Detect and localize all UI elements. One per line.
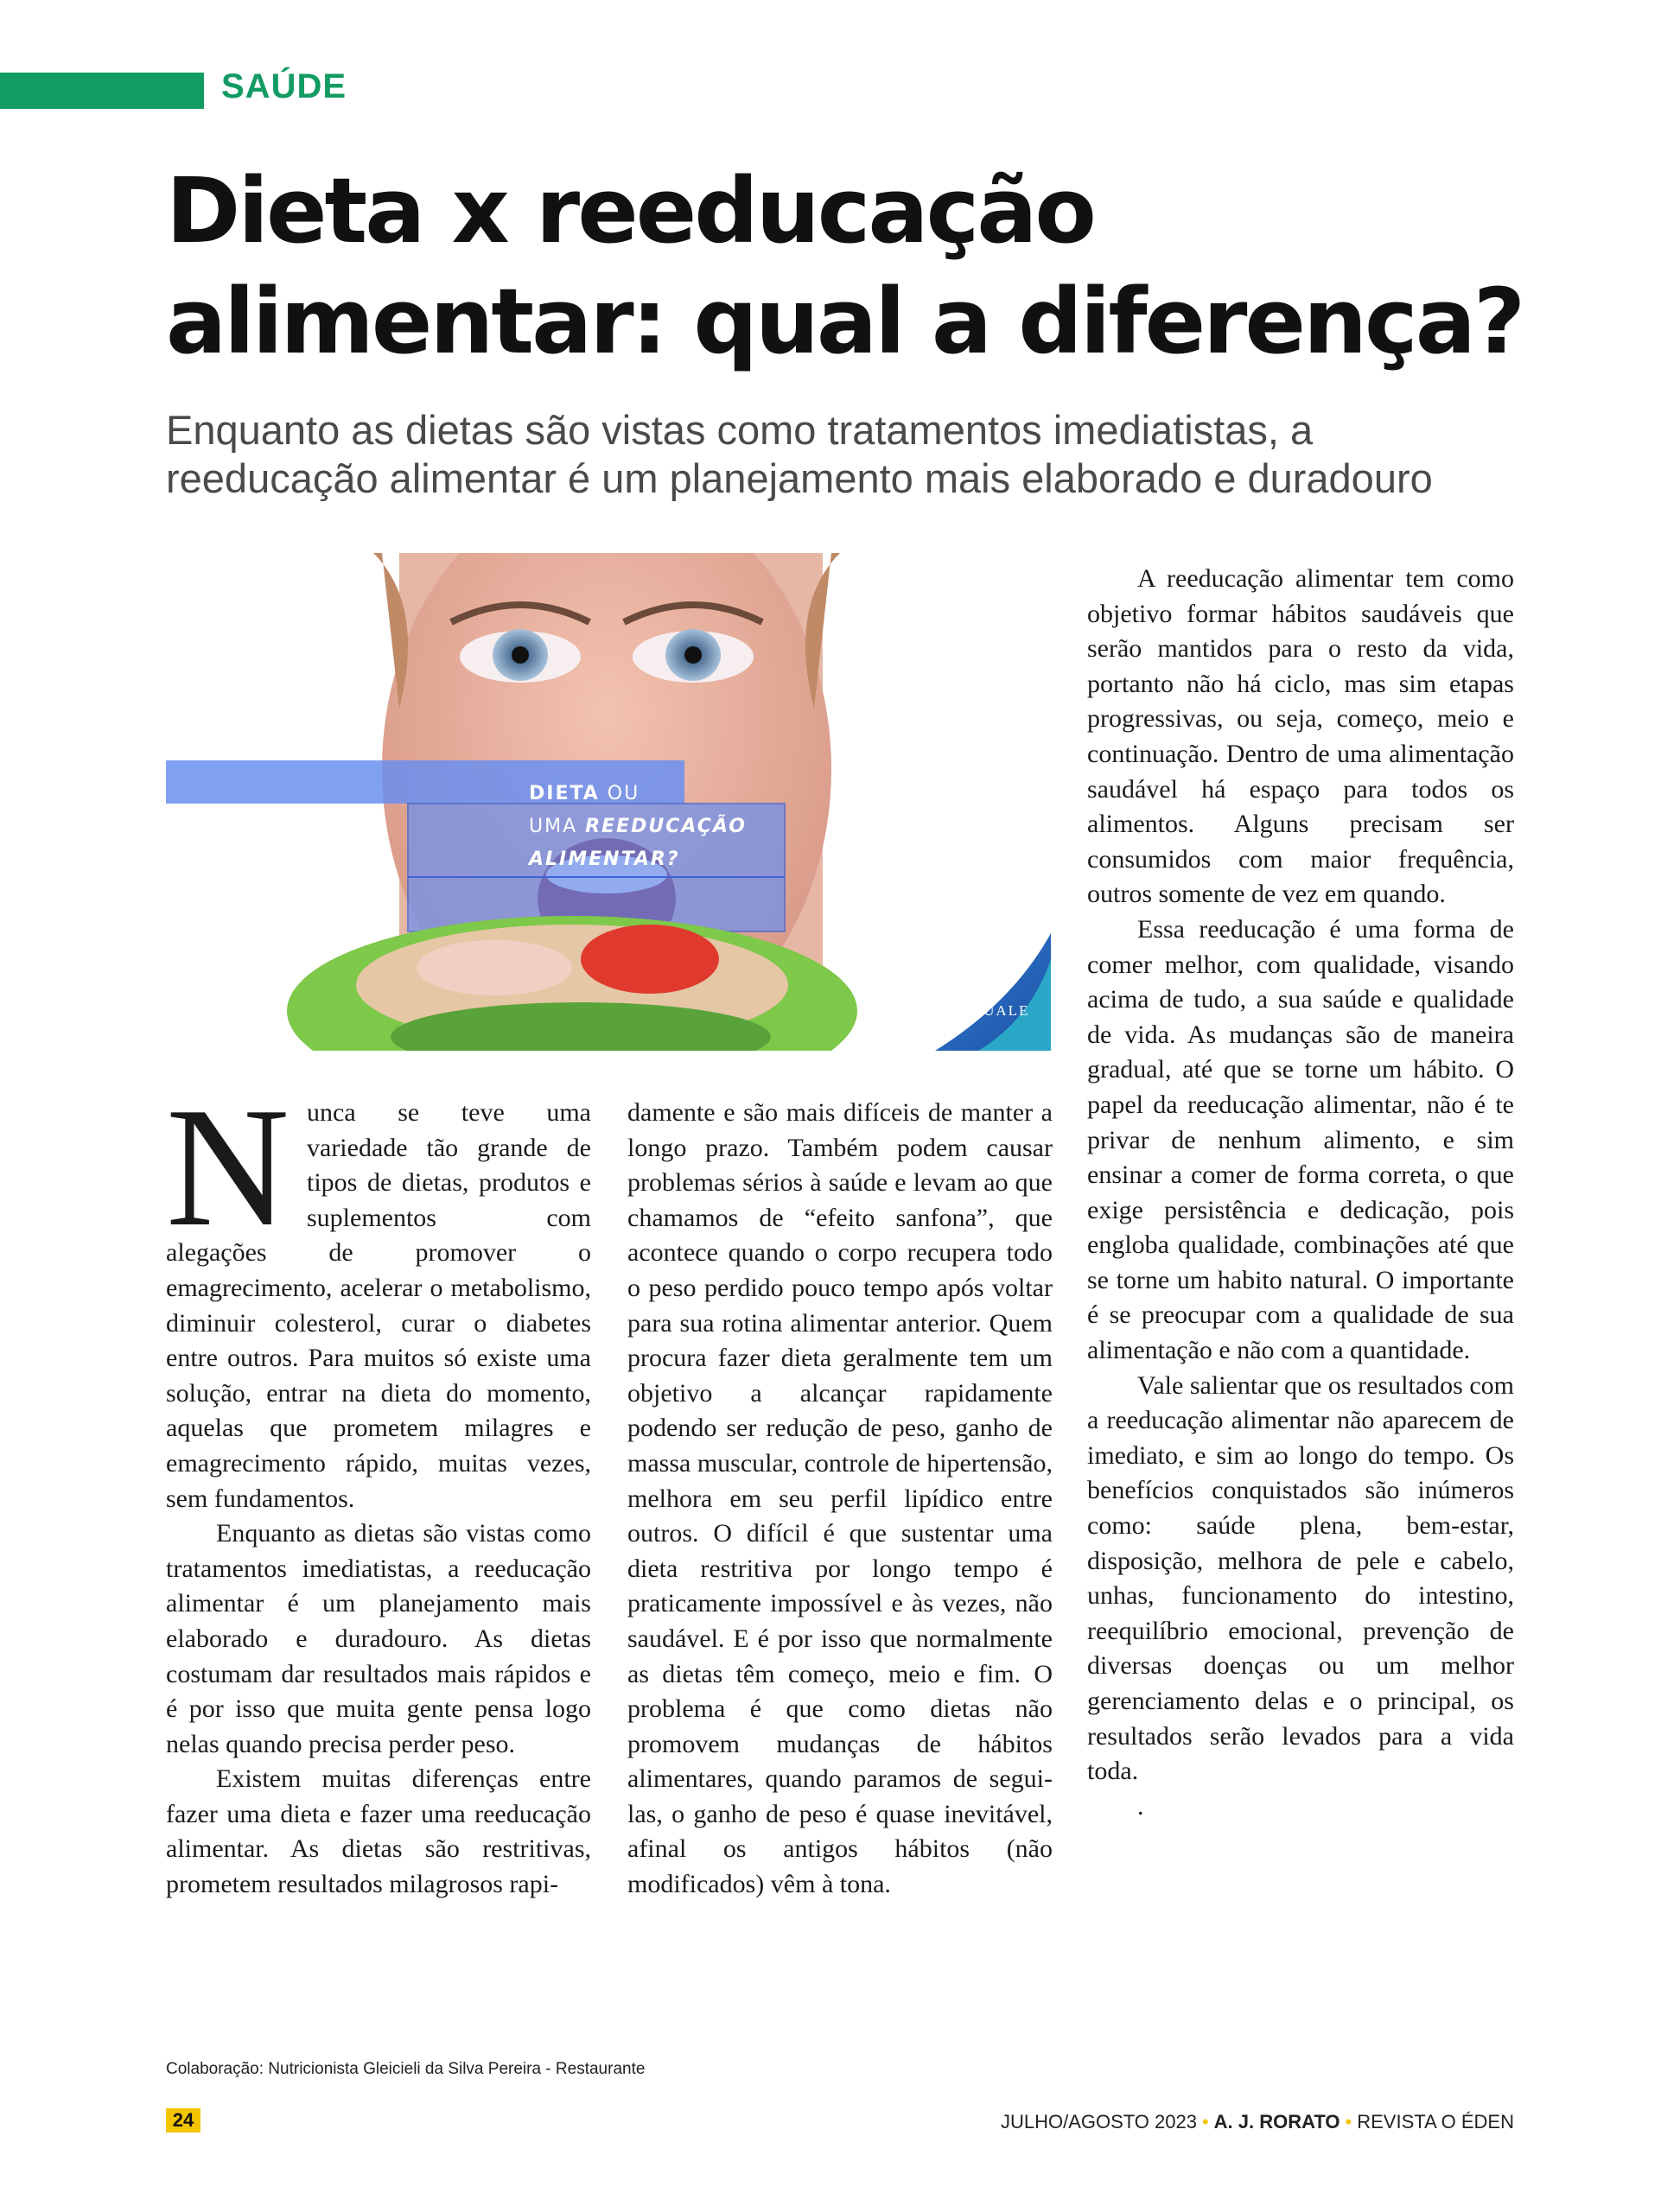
paragraph-2: Enquanto as dietas são vistas como tratamentos imediatistas, a reeducação alimentar é um planejamento mais elaborado e duradouro. As dietas costumam dar resultados mais rápidos e é por isso que muita gente pensa logo nelas quando precisa perder peso. (166, 1519, 591, 1758)
paragraph-4: damente e são mais difíceis de manter a longo prazo. Também podem causar problemas sérios à saúde e levam ao que chamamos de “efeito sanfona”, que acontece quando o corpo recupera todo o peso perdido pouco tempo após voltar para sua rotina alimentar anterior. Quem procura fazer dieta geralmente tem um objetivo a alcançar rapidamente podendo ser redução de peso, ganho de massa muscular, controle de hipertensão, melhora em seu perfil lipídico entre outros. O difícil é que sustentar uma dieta restritiva por longo tempo é praticamente impossível e às vezes, não saudável. E é por isso que normalmente as dietas têm começo, meio e fim. O problema é que como dietas não promovem mudanças de hábitos alimentares, quando paramos de segui-las, o ganho de peso é quase inevitável, afinal os antigos hábitos (não modificados) vêm à tona. (627, 1098, 1053, 1899)
credit-line: Colaboração: Nutricionista Gleicieli da Silva Pereira - Restaurante (166, 2060, 646, 2078)
paragraph-3: Existem muitas diferenças entre fazer uma dieta e fazer uma reeducação alimentar. As dietas são restritivas, prometem resultados milagrosos rapi- (166, 1764, 591, 1899)
page-number: 24 (166, 2108, 200, 2133)
article-column-1 (166, 1072, 591, 1903)
article-photo (166, 553, 1051, 1051)
article-column-3 (1087, 562, 1514, 1824)
paragraph-1 (166, 1072, 591, 1516)
article-title (166, 156, 1652, 377)
footer-author: A. J. RORATO (1213, 2111, 1340, 2133)
paragraph-7: Vale salientar que os resultados com a reeducação alimentar não aparecem de imediato, e sim ao longo do tempo. Os benefícios conquistados são inúmeros como: saúde plena, bem-estar, disposição, melhora de pele e cabelo, unhas, funcionamento do intestino, reequilíbrio emocional, prevenção de diversas doenças ou um melhor gerenciamento delas e o principal, os resultados serão levados para a vida toda. (1087, 1370, 1514, 1786)
photo-label-alimentar: ALIMENTAR? (529, 849, 680, 870)
photo-overlay-label (529, 778, 747, 876)
drop-cap: N (166, 1072, 290, 1262)
subtitle-line-2: reeducação alimentar é um planejamento mais elaborado e duradouro (166, 455, 1433, 501)
footer-issue: JULHO/AGOSTO 2023 (1000, 2111, 1197, 2133)
subtitle-line-1: Enquanto as dietas são vistas como tratamentos imediatistas, a (166, 407, 1314, 453)
footer-separator-1: • (1201, 2111, 1209, 2133)
photo-logo-text: INDIVIDUALE (914, 1002, 1030, 1019)
paragraph-1-text: unca se teve uma variedade tão grande de tipos de dietas, produtos e suplementos com alegações de promover o emagrecimento, acelerar o metabolismo, diminuir colesterol, curar o diabetes entre outros. Para muitos só existe uma solução, entrar na dieta do momento, aquelas que prometem milagres e emagrecimento rápido, muitas vezes, sem fundamentos. (166, 1098, 591, 1513)
photo-label-uma: UMA (529, 816, 586, 837)
title-line-1: Dieta x reeducação (166, 158, 1094, 264)
title-line-2: alimentar: qual a diferença? (166, 269, 1524, 374)
photo-label-dieta: DIETA (529, 783, 600, 804)
paragraph-6: Essa reeducação é uma forma de comer melhor, com qualidade, visando acima de tudo, a sua saúde e qualidade de vida. As mudanças são de maneira gradual, até que se torne um hábito. O papel da reeducação alimentar, não é te privar de nenhum alimento, e sim ensinar a comer de forma correta, o que exige persistência e dedicação, pois engloba qualidade, combinações até que se torne um habito natural. O importante é se preocupar com a qualidade de sua alimentação e não com a quantidade. (1087, 914, 1514, 1365)
photo-label-reeducacao: REEDUCAÇÃO (585, 816, 747, 837)
footer-separator-2: • (1345, 2111, 1352, 2133)
footer-magazine: REVISTA O ÉDEN (1357, 2111, 1514, 2133)
page-footer (1001, 2111, 1514, 2133)
paragraph-5: A reeducação alimentar tem como objetivo formar hábitos saudáveis que serão mantidos para o resto da vida, portanto não há ciclo, mas sim etapas progressivas, ou seja, começo, meio e continuação. Dentro de uma alimentação saudável há espaço para todos os alimentos. Alguns precisam ser consumidos com maior frequência, outros somente de vez em quando. (1087, 564, 1514, 909)
article-subtitle (166, 406, 1652, 503)
section-label: SAÚDE (221, 67, 347, 105)
photo-label-ou: OU (599, 783, 640, 804)
article-column-2 (627, 1096, 1053, 1903)
column-end-mark: . (1137, 1791, 1144, 1821)
section-accent-bar (0, 73, 204, 109)
